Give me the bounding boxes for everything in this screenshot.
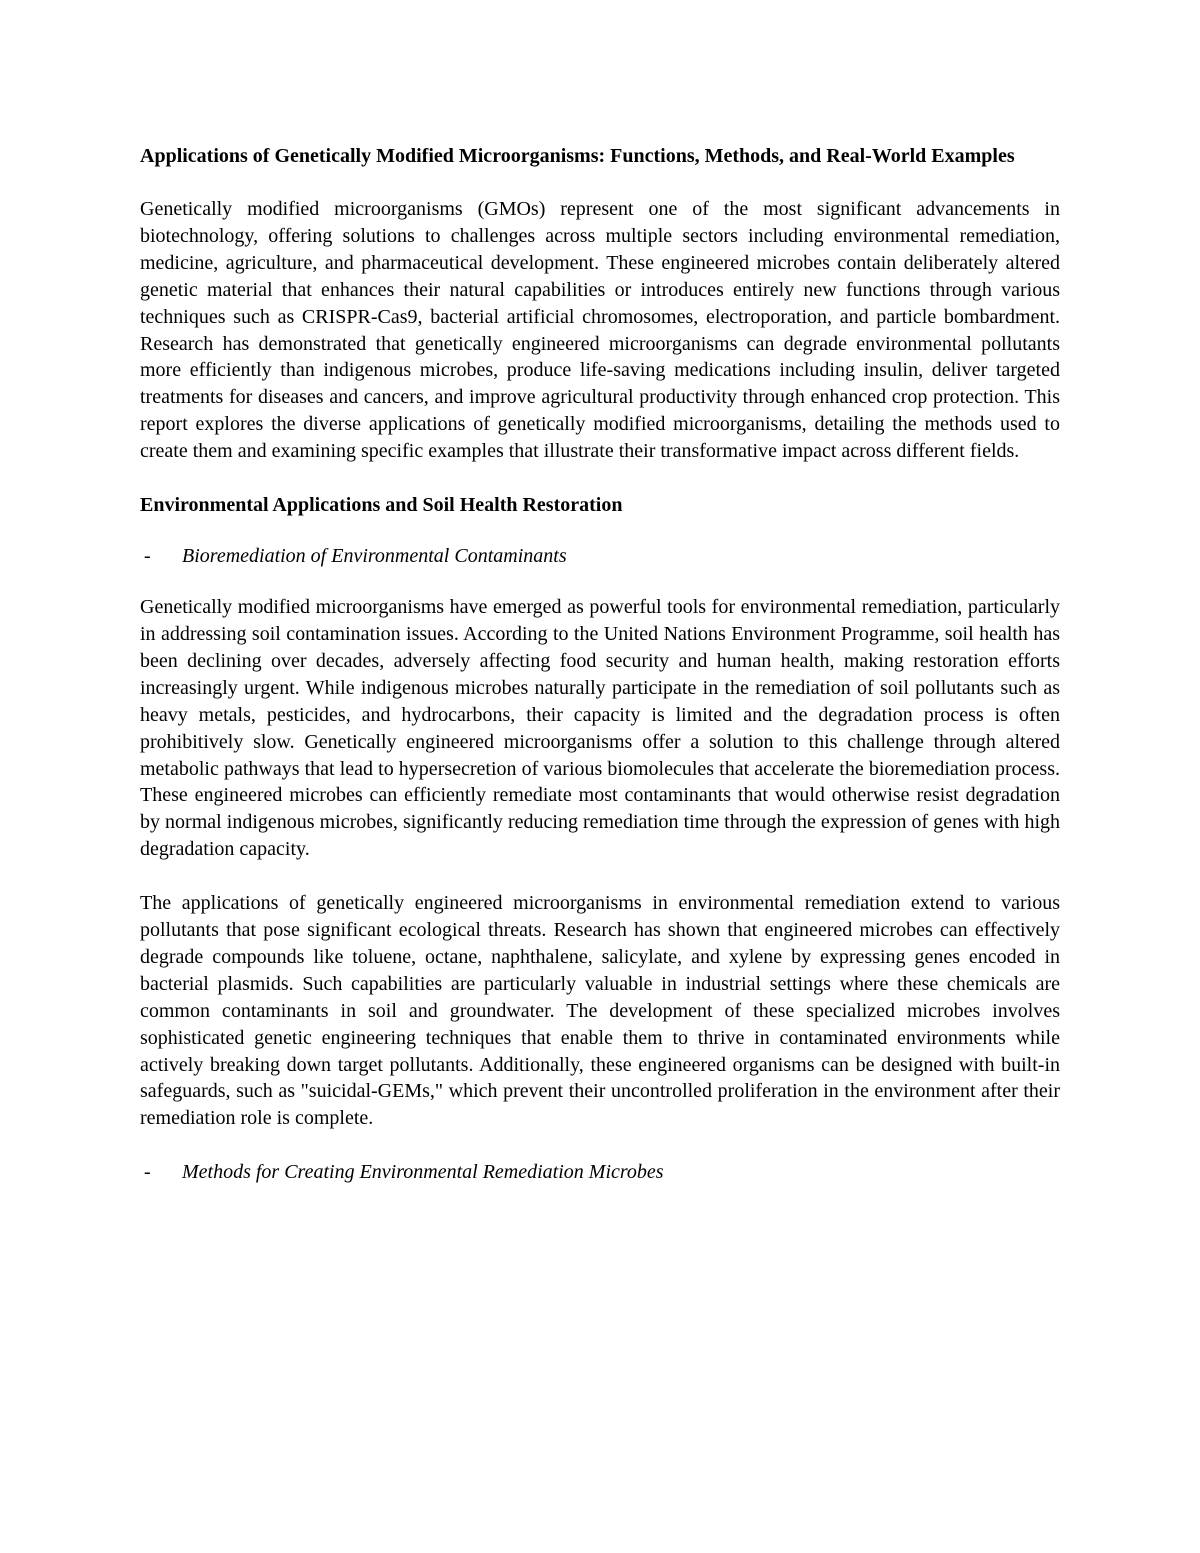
subheading-bioremediation — [140, 543, 1060, 570]
section-heading-environmental: Environmental Applications and Soil Health Restoration — [140, 494, 623, 517]
subheading-text: Bioremediation of Environmental Contaminants — [182, 545, 567, 568]
bioremediation-paragraph-2: The applications of genetically engineered microorganisms in environmental remediation extend to various pollutants that pose significant ecological threats. Research has shown that engineered microbes can effectively degrade compounds like toluene, octane, naphthalene, salicylate, and xylene by expressing genes encoded in bacterial plasmids. Such capabilities are particularly valuable in industrial settings where these chemicals are common contaminants in soil and groundwater. The development of these specialized microbes involves sophisticated genetic engineering techniques that enable them to thrive in contaminated environments while actively breaking down target pollutants. Additionally, these engineered organisms can be designed with built-in safeguards, such as "suicidal-GEMs," which prevent their uncontrolled proliferation in the environment after their remediation role is complete. — [140, 892, 1060, 1130]
subheading-text: Methods for Creating Environmental Remediation Microbes — [182, 1161, 664, 1184]
list-dash: - — [144, 545, 151, 568]
document-title: Applications of Genetically Modified Microorganisms: Functions, Methods, and Real-World Examples — [140, 145, 1015, 167]
list-dash: - — [144, 1161, 151, 1184]
document-page — [140, 143, 1060, 1210]
bioremediation-paragraph-1: Genetically modified microorganisms have emerged as powerful tools for environmental remediation, particularly in addressing soil contamination issues. According to the United Nations Environment Programme, soil health has been declining over decades, adversely affecting food security and human health, making restoration efforts increasingly urgent. While indigenous microbes naturally participate in the remediation of soil pollutants such as heavy metals, pesticides, and hydrocarbons, their capacity is limited and the degradation process is often prohibitively slow. Genetically engineered microorganisms offer a solution to this challenge through altered metabolic pathways that lead to hypersecretion of various biomolecules that accelerate the bioremediation process. These engineered microbes can efficiently remediate most contaminants that would otherwise resist degradation by normal indigenous microbes, significantly reducing remediation time through the expression of genes with high degradation capacity. — [140, 596, 1060, 861]
intro-paragraph: Genetically modified microorganisms (GMOs) represent one of the most significant advancements in biotechnology, offering solutions to challenges across multiple sectors including environmental remediation, medicine, agriculture, and pharmaceutical development. These engineered microbes contain deliberately altered genetic material that enhances their natural capabilities or introduces entirely new functions through various techniques such as CRISPR-Cas9, bacterial artificial chromosomes, electroporation, and particle bombardment. Research has demonstrated that genetically engineered microorganisms can degrade environmental pollutants more efficiently than indigenous microbes, produce life-saving medications including insulin, deliver targeted treatments for diseases and cancers, and improve agricultural productivity through enhanced crop protection. This report explores the diverse applications of genetically modified microorganisms, detailing the methods used to create them and examining specific examples that illustrate their transformative impact across different fields. — [140, 198, 1060, 463]
subheading-methods — [140, 1159, 1060, 1186]
